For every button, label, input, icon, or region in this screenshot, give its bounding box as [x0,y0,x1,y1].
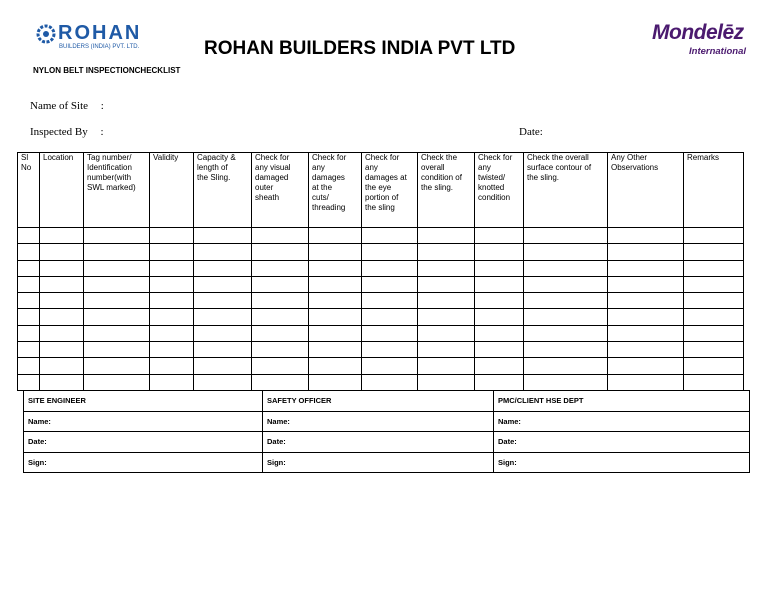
table-cell[interactable] [252,374,309,390]
table-cell[interactable] [18,244,40,260]
table-cell[interactable] [608,358,684,374]
inspected-by-label: Inspected By [30,126,88,138]
table-row [18,260,744,276]
table-cell[interactable] [362,244,418,260]
table-cell[interactable] [194,228,252,244]
table-cell[interactable] [309,260,362,276]
table-cell[interactable] [524,325,608,341]
table-cell[interactable] [684,342,744,358]
sign-field[interactable]: Sign: [263,452,494,473]
table-cell[interactable] [150,260,194,276]
table-cell[interactable] [84,325,150,341]
table-cell[interactable] [84,293,150,309]
table-cell[interactable] [150,228,194,244]
table-cell[interactable] [684,228,744,244]
table-cell[interactable] [362,342,418,358]
table-cell[interactable] [524,309,608,325]
col-header: Any Other Observations [608,153,684,228]
table-cell[interactable] [18,260,40,276]
table-cell[interactable] [418,260,475,276]
table-cell[interactable] [475,293,524,309]
table-cell[interactable] [18,358,40,374]
table-cell[interactable] [684,374,744,390]
table-cell[interactable] [524,228,608,244]
table-cell[interactable] [362,276,418,292]
table-cell[interactable] [84,374,150,390]
signoff-date-row [24,432,750,453]
table-cell[interactable] [309,228,362,244]
table-cell[interactable] [252,228,309,244]
table-cell[interactable] [40,309,84,325]
table-cell[interactable] [524,260,608,276]
table-cell[interactable] [194,276,252,292]
table-cell[interactable] [362,358,418,374]
table-cell[interactable] [608,276,684,292]
col-header: Check for any twisted/ knotted condition [475,153,524,228]
table-cell[interactable] [40,342,84,358]
mondelez-logo [652,21,752,61]
table-row [18,293,744,309]
table-cell[interactable] [418,293,475,309]
table-row [18,309,744,325]
table-cell[interactable] [608,293,684,309]
table-cell[interactable] [475,228,524,244]
col-header: Capacity & length of the Sling. [194,153,252,228]
table-cell[interactable] [524,374,608,390]
col-header: Validity [150,153,194,228]
table-cell[interactable] [309,358,362,374]
table-cell[interactable] [40,374,84,390]
table-cell[interactable] [418,374,475,390]
sign-field[interactable]: Sign: [494,452,750,473]
table-cell[interactable] [418,309,475,325]
signoff-sign-row [24,452,750,473]
table-cell[interactable] [684,276,744,292]
table-cell[interactable] [18,276,40,292]
table-cell[interactable] [418,244,475,260]
table-cell[interactable] [194,358,252,374]
table-cell[interactable] [684,309,744,325]
table-cell[interactable] [150,244,194,260]
table-cell[interactable] [84,342,150,358]
table-cell[interactable] [362,309,418,325]
table-cell[interactable] [608,309,684,325]
table-cell[interactable] [524,244,608,260]
signoff-table [23,390,750,473]
table-cell[interactable] [40,358,84,374]
col-header: Remarks [684,153,744,228]
table-cell[interactable] [84,244,150,260]
site-label: Name of Site [30,100,89,112]
table-cell[interactable] [84,358,150,374]
table-cell[interactable] [684,260,744,276]
table-cell[interactable] [150,276,194,292]
pmc-client-header: PMC/CLIENT HSE DEPT [494,391,750,412]
table-cell[interactable] [84,228,150,244]
table-cell[interactable] [309,342,362,358]
table-cell[interactable] [524,358,608,374]
table-cell[interactable] [309,244,362,260]
table-cell[interactable] [252,325,309,341]
table-cell[interactable] [150,342,194,358]
table-row [18,325,744,341]
table-cell[interactable] [475,309,524,325]
table-cell[interactable] [362,228,418,244]
table-cell[interactable] [150,309,194,325]
mondelez-logo-name: Mondelēz [652,21,744,44]
table-cell[interactable] [150,358,194,374]
table-cell[interactable] [18,374,40,390]
signoff-header-row [24,391,750,412]
table-cell[interactable] [40,228,84,244]
sign-field[interactable]: Sign: [24,452,263,473]
table-cell[interactable] [252,244,309,260]
table-cell[interactable] [252,276,309,292]
mondelez-logo-sub: International [689,46,747,57]
table-cell[interactable] [362,293,418,309]
table-cell[interactable] [684,358,744,374]
company-title: ROHAN BUILDERS INDIA PVT LTD [204,38,516,59]
col-header: Check the overall condition of the sling. [418,153,475,228]
table-row [18,228,744,244]
table-cell[interactable] [309,276,362,292]
table-cell[interactable] [252,309,309,325]
table-cell[interactable] [418,276,475,292]
rohan-logo-sub: BUILDERS (INDIA) PVT. LTD. [59,44,140,50]
table-header-row [18,153,744,228]
table-cell[interactable] [608,342,684,358]
col-header: Location [40,153,84,228]
table-cell[interactable] [40,260,84,276]
table-row [18,276,744,292]
table-cell[interactable] [418,358,475,374]
table-cell[interactable] [40,276,84,292]
site-engineer-header: SITE ENGINEER [24,391,263,412]
table-cell[interactable] [362,374,418,390]
table-cell[interactable] [684,244,744,260]
table-cell[interactable] [524,293,608,309]
table-cell[interactable] [40,293,84,309]
table-cell[interactable] [309,309,362,325]
date-field [519,126,543,138]
inspected-by-field [30,126,104,138]
inspection-table [17,152,744,391]
table-cell[interactable] [475,374,524,390]
table-cell[interactable] [150,325,194,341]
date-label: Date: [519,126,543,138]
table-cell[interactable] [475,325,524,341]
name-field[interactable]: Name: [494,411,750,432]
col-header: Check for any damages at the cuts/ threading [309,153,362,228]
table-cell[interactable] [252,342,309,358]
name-field[interactable]: Name: [263,411,494,432]
table-cell[interactable] [18,309,40,325]
table-cell[interactable] [608,244,684,260]
date-field[interactable]: Date: [263,432,494,453]
table-cell[interactable] [684,325,744,341]
site-colon: : [100,100,104,112]
table-cell[interactable] [418,228,475,244]
table-cell[interactable] [18,293,40,309]
table-cell[interactable] [40,244,84,260]
table-cell[interactable] [608,260,684,276]
table-cell[interactable] [524,342,608,358]
table-cell[interactable] [608,374,684,390]
table-cell[interactable] [84,309,150,325]
table-cell[interactable] [608,325,684,341]
table-row [18,342,744,358]
name-field[interactable]: Name: [24,411,263,432]
col-header: Check the overall surface contour of the sling. [524,153,608,228]
table-cell[interactable] [524,276,608,292]
table-cell[interactable] [309,293,362,309]
table-cell[interactable] [194,374,252,390]
col-header: Tag number/ Identification number(with SWL marked) [84,153,150,228]
date-field[interactable]: Date: [24,432,263,453]
table-cell[interactable] [475,358,524,374]
table-cell[interactable] [475,342,524,358]
safety-officer-header: SAFETY OFFICER [263,391,494,412]
table-cell[interactable] [362,325,418,341]
table-cell[interactable] [150,293,194,309]
table-cell[interactable] [84,260,150,276]
site-field [30,100,104,112]
table-cell[interactable] [194,260,252,276]
table-cell[interactable] [252,260,309,276]
inspected-by-colon: : [100,126,104,138]
rohan-logo [36,22,156,56]
table-cell[interactable] [309,374,362,390]
table-cell[interactable] [18,228,40,244]
table-cell[interactable] [150,374,194,390]
table-cell[interactable] [252,293,309,309]
table-cell[interactable] [362,260,418,276]
col-header: Check for any visual damaged outer sheath [252,153,309,228]
table-cell[interactable] [18,342,40,358]
signoff-name-row [24,411,750,432]
table-cell[interactable] [608,228,684,244]
table-cell[interactable] [418,325,475,341]
rohan-gear-icon [36,24,56,44]
checklist-subtitle: NYLON BELT INSPECTIONCHECKLIST [33,66,181,75]
table-cell[interactable] [194,325,252,341]
table-cell[interactable] [40,325,84,341]
date-field[interactable]: Date: [494,432,750,453]
table-cell[interactable] [84,276,150,292]
table-cell[interactable] [194,309,252,325]
table-cell[interactable] [194,342,252,358]
table-cell[interactable] [475,276,524,292]
table-cell[interactable] [418,342,475,358]
table-cell[interactable] [684,293,744,309]
table-cell[interactable] [252,358,309,374]
table-cell[interactable] [475,244,524,260]
table-row [18,374,744,390]
table-cell[interactable] [475,260,524,276]
table-row [18,244,744,260]
table-cell[interactable] [194,244,252,260]
table-cell[interactable] [309,325,362,341]
table-cell[interactable] [194,293,252,309]
col-header: Check for any damages at the eye portion of the sling [362,153,418,228]
col-header: Sl No [18,153,40,228]
table-cell[interactable] [18,325,40,341]
rohan-logo-name: ROHAN [58,22,142,44]
table-row [18,358,744,374]
